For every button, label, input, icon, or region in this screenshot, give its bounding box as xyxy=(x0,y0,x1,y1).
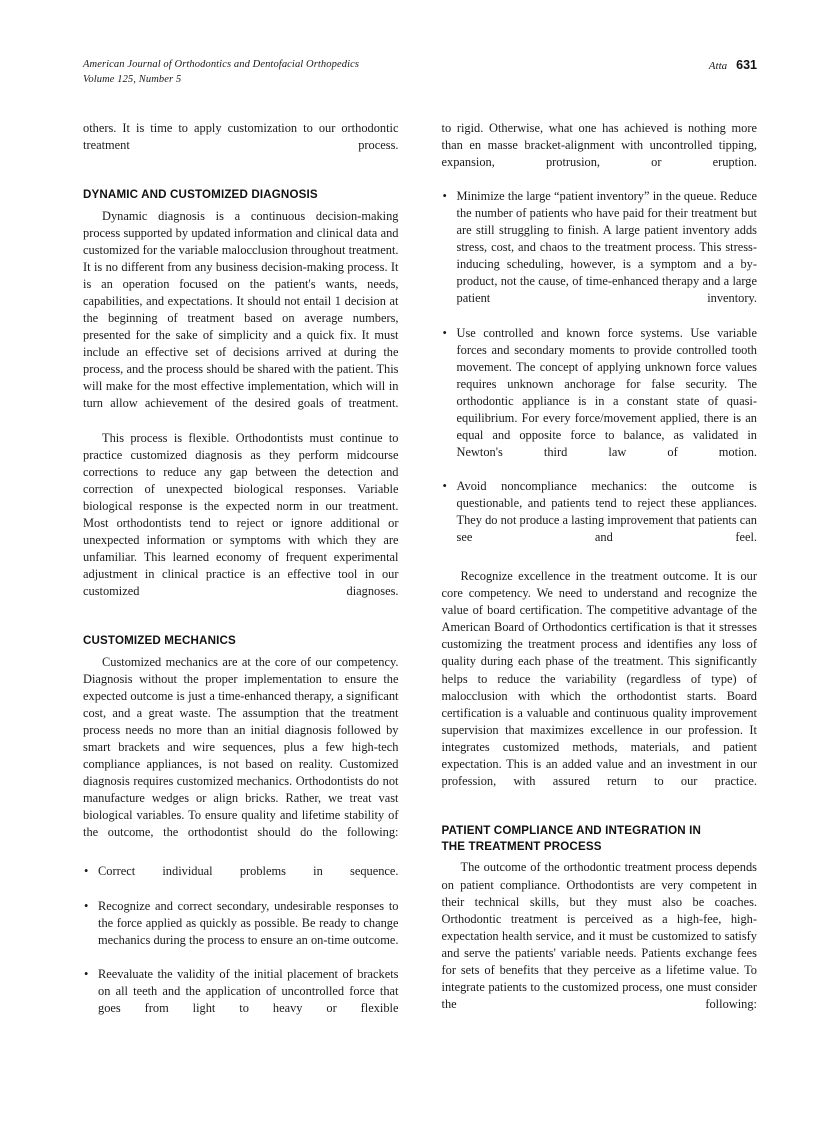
right-bullet-list xyxy=(442,188,758,563)
right-column xyxy=(442,120,758,1034)
list-item xyxy=(83,863,399,897)
list-item xyxy=(442,188,758,324)
left-column xyxy=(83,120,399,1034)
journal-title: American Journal of Orthodontics and Dentofacial Orthopedics xyxy=(83,59,360,70)
list-item-text: Reevaluate the validity of the initial placement of brackets on all teeth and the application of uncontrolled force that goes from light to heavy or flexible xyxy=(98,966,399,1015)
bullet-icon: • xyxy=(84,898,89,913)
body-columns xyxy=(83,120,757,1034)
list-item-text: Recognize and correct secondary, undesirable responses to the force applied as quickly as possible. Be ready to change mechanics during the process to ensure an on-time outcome. xyxy=(98,898,399,947)
section-heading-customized-mechanics: CUSTOMIZED MECHANICS xyxy=(83,634,236,648)
paragraph-bullet-continuation: to rigid. Otherwise, what one has achieved is nothing more than en masse bracket-alignment with uncontrolled tipping, expansion, protrusion, or eruption. xyxy=(441,121,757,170)
running-head xyxy=(83,58,757,87)
author-name: Atta xyxy=(708,60,728,72)
paragraph-dynamic-diagnosis-2: This process is flexible. Orthodontists must continue to practice customized diagnosis as they perform midcourse corrections to reduce any gap between the detection and correction of unexpected biological responses. Variable biological response is the expected norm in our treatment. Most orthodontists tend to reject or ignore additional or unexpected information or symptoms with which they are unfamiliar. This learned economy of frequent experimental adjustment in clinical practice is an effective tool in our customized diagnoses. xyxy=(83,430,399,598)
paragraph-continued: others. It is time to apply customization to our orthodontic treatment process. xyxy=(83,121,399,153)
paragraph-recognize-excellence: Recognize excellence in the treatment outcome. It is our core competency. We need to understand and recognize the value of board certification. The competitive advantage of the American Board of Orthodontics certification is that it stresses customizing the treatment process and identifies any loss of quality during each phase of the treatment. This significantly helps to reduce the variability (regardless of type) of malocclusion with which the orthodontist starts. Board certification is a valuable and continuous quality improvement supervision that maximizes excellence in our profession. It integrates customized methods, materials, and patient expectation. This is an added value and an investment in our profession, with assured return to our practice. xyxy=(441,569,757,788)
bullet-icon: • xyxy=(84,864,89,879)
bullet-icon: • xyxy=(442,189,447,204)
section-heading-dynamic-diagnosis: DYNAMIC AND CUSTOMIZED DIAGNOSIS xyxy=(83,188,318,202)
paragraph-customized-mechanics: Customized mechanics are at the core of our competency. Diagnosis without the proper implementation to ensure the expected outcome is just a time-enhanced therapy, a significant cost, and a great waste. The assumption that the treatment process needs no more than an initial diagnosis followed by smart brackets and wire sequences, plus a few high-tech compliance appliances, is not based on reality. Customized diagnosis requires customized mechanics. Orthodontists do not manufacture wedges or align bricks. Rather, we treat vast biological variables. To ensure quality and lifetime stability of the outcome, the orthodontist should do the following: xyxy=(83,654,399,840)
list-item xyxy=(83,966,399,1034)
journal-volume: Volume 125, Number 5 xyxy=(83,73,182,85)
list-item-text: Correct individual problems in sequence. xyxy=(98,864,399,879)
page-number: 631 xyxy=(736,58,757,72)
list-item xyxy=(442,325,758,478)
paragraph-dynamic-diagnosis-1: Dynamic diagnosis is a continuous decision-making process supported by updated information and clinical data and customized for the variable malocclusion throughout treatment. It is no different from any business decision-making process. It is an operation focused on the patient's wants, needs, capabilities, and expectations. It should not entail 1 decision at the beginning of treatment based on average numbers, presented for the sake of simplicity and a quick fix. It must include an effective set of decisions arrived at during the process, and the process should be shared with the patient. This will make for the most effective implementation, which will in turn allow achievement of the desired goals of treatment. xyxy=(83,208,399,411)
bullet-icon: • xyxy=(442,325,447,340)
bullet-icon: • xyxy=(84,966,89,981)
list-item xyxy=(442,478,758,563)
list-item-text: Use controlled and known force systems. Use variable forces and secondary moments to provide controlled tooth movement. The concept of applying unknown force values requires unknown anchorage for false security. The orthodontic appliance is in a constant state of quasi-equilibrium. For every force/movement applied, there is an equal and opposite force to balance, as validated in Newton's third law of motion. xyxy=(456,325,757,459)
list-item-text: Avoid noncompliance mechanics: the outcome is questionable, and patients tend to reject these appliances. They do not produce a lasting improvement that patients can see and feel. xyxy=(456,478,757,545)
running-head-page-info xyxy=(709,58,757,72)
paragraph-patient-compliance: The outcome of the orthodontic treatment process depends on patient compliance. Orthodontists are very competent in their technical skills, but they must also be coaches. Orthodontic treatment is perceived as a high-fee, high-expectation health service, and it must be customized to satisfy and serve the patients' variable needs. Patients exchange fees for sets of benefits that they perceive as a lifetime value. To integrate patients to the customized process, one must consider the following: xyxy=(441,860,757,1011)
section-heading-patient-compliance-line2: THE TREATMENT PROCESS xyxy=(441,839,602,853)
left-bullet-list xyxy=(83,863,399,1033)
list-item xyxy=(83,898,399,966)
list-item-text: Minimize the large “patient inventory” in the queue. Reduce the number of patients who have paid for their treatment but are still struggling to finish. A large patient inventory adds stress, cost, and chaos to the treatment process. This stress-inducing scheduling, however, is a symptom and a by-product, not the cause, of time-enhanced therapy and a large patient inventory. xyxy=(456,189,757,306)
bullet-icon: • xyxy=(442,478,447,493)
running-head-journal xyxy=(83,58,359,87)
section-heading-patient-compliance-line1: PATIENT COMPLIANCE AND INTEGRATION IN xyxy=(441,823,702,837)
